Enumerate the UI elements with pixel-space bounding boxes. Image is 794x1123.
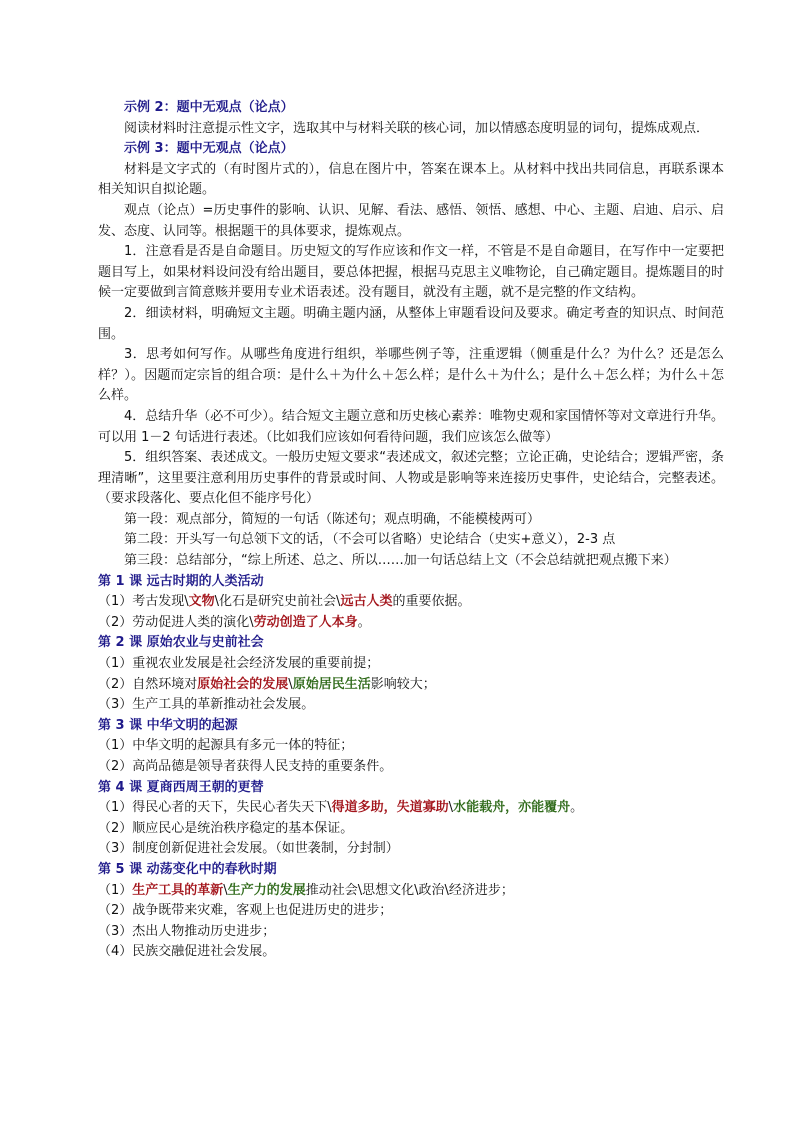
paragraph-2-guide: 第二段：开头写一句总领下文的话，（不会可以省略）史论结合（史实+意义），2-3 点 [124, 532, 616, 548]
lesson-3-item-1: （1）中华文明的起源具有多元一体的特征； [98, 738, 354, 754]
lesson-3-item-2: （2）高尚品德是领导者获得人民支持的重要条件。 [98, 759, 393, 774]
lesson-4-item-2: （2）顺应民心是统治秩序稳定的基本保证。 [98, 820, 354, 836]
lesson-4-item-1: （1）得民心者的天下，失民心者失天下\得道多助，失道寡助\水能载舟，亦能覆舟。 [98, 800, 584, 816]
step-4: 4．总结升华（必不可少）。结合短文主题立意和历史核心素养：唯物史观和家国情怀等对文章进行升华。可以用 1－2 句话进行表述。（比如我们应该如何看待问题，我们应该怎么做等） [98, 408, 724, 445]
lesson-2-item-2: （2）自然环境对原始社会的发展\原始居民生活影响较大； [98, 676, 436, 692]
example-2-text: 阅读材料时注意提示性文字，选取其中与材料关联的核心词，加以情感态度明显的词句，提炼成观点． [124, 120, 710, 136]
example-2-title: 示例 2：题中无观点（论点） [124, 100, 294, 115]
lesson-5-item-2: （2）战争既带来灾难，客观上也促进历史的进步； [98, 903, 393, 919]
lesson-5-item-3: （3）杰出人物推动历史进步； [98, 923, 276, 939]
step-5: 5．组织答案、表述成文。一般历史短文要求“表述成文，叙述完整；立论正确，史论结合；逻辑严密，条理清晰”，这里要注意利用历史事件的背景或时间、人物或是影响等来连接历史事件，史论结合，完整表述。（要求段落化、要点化但不能序号化） [98, 450, 725, 507]
paragraph-3-guide: 第三段：总结部分，“综上所述、总之、所以……加一句话总结上文（不会总结就把观点搬下来） [124, 553, 677, 569]
viewpoint-definition: 观点（论点）=历史事件的影响、认识、见解、看法、感悟、领悟、感想、中心、主题、启迪、启示、启发、态度、认同等。根据题干的具体要求，提炼观点。 [98, 202, 724, 239]
paragraph-1-guide: 第一段：观点部分，简短的一句话（陈述句；观点明确，不能模棱两可） [124, 511, 541, 527]
lesson-1-title: 第 1 课 远古时期的人类活动 [98, 573, 264, 589]
lesson-5-item-4: （4）民族交融促进社会发展。 [98, 944, 276, 960]
lesson-4-item-3: （3）制度创新促进社会发展。（如世袭制，分封制） [98, 841, 399, 857]
step-1: 1．注意看是否是自命题目。历史短文的写作应该和作文一样，不管是不是自命题目，在写作中一定要把题目写上，如果材料设问没有给出题目，要总体把握，根据马克思主义唯物论，自己确定题目。提炼题目的时候一定要做到言简意赅并要用专业术语表述。没有题目，就没有主题，就不是完整的作文结构。 [98, 244, 724, 301]
lesson-3-title: 第 3 课 中华文明的起源 [98, 717, 238, 733]
lesson-5-item-1: （1）生产工具的革新\生产力的发展推动社会\思想文化\政治\经济进步； [98, 882, 514, 898]
lesson-1-item-1: （1）考古发现\文物\化石是研究史前社会\远古人类的重要依据。 [98, 594, 471, 610]
lesson-2-item-1: （1）重视农业发展是社会经济发展的重要前提； [98, 656, 380, 672]
example-3-text: 材料是文字式的（有时图片式的），信息在图片中，答案在课本上。从材料中找出共同信息，再联系课本相关知识自拟论题。 [98, 161, 724, 198]
lesson-2-item-3: （3）生产工具的革新推动社会发展。 [98, 697, 315, 713]
lesson-4-title: 第 4 课 夏商西周王朝的更替 [98, 779, 264, 795]
lesson-2-title: 第 2 课 原始农业与史前社会 [98, 635, 264, 651]
document-page [98, 98, 724, 963]
step-3: 3．思考如何写作。从哪些角度进行组织，举哪些例子等，注重逻辑（侧重是什么？为什么？还是怎么样？）。因题而定宗旨的组合项：是什么＋为什么＋怎么样；是什么＋为什么；是什么＋怎么样；为什么＋怎么样。 [98, 347, 724, 404]
step-2: 2．细读材料，明确短文主题。明确主题内涵，从整体上审题看设问及要求。确定考查的知识点、时间范围。 [98, 305, 724, 342]
example-3-title: 示例 3：题中无观点（论点） [124, 141, 294, 157]
lesson-5-title: 第 5 课 动荡变化中的春秋时期 [98, 861, 277, 877]
lesson-1-item-2: （2）劳动促进人类的演化\劳动创造了人本身。 [98, 614, 371, 630]
